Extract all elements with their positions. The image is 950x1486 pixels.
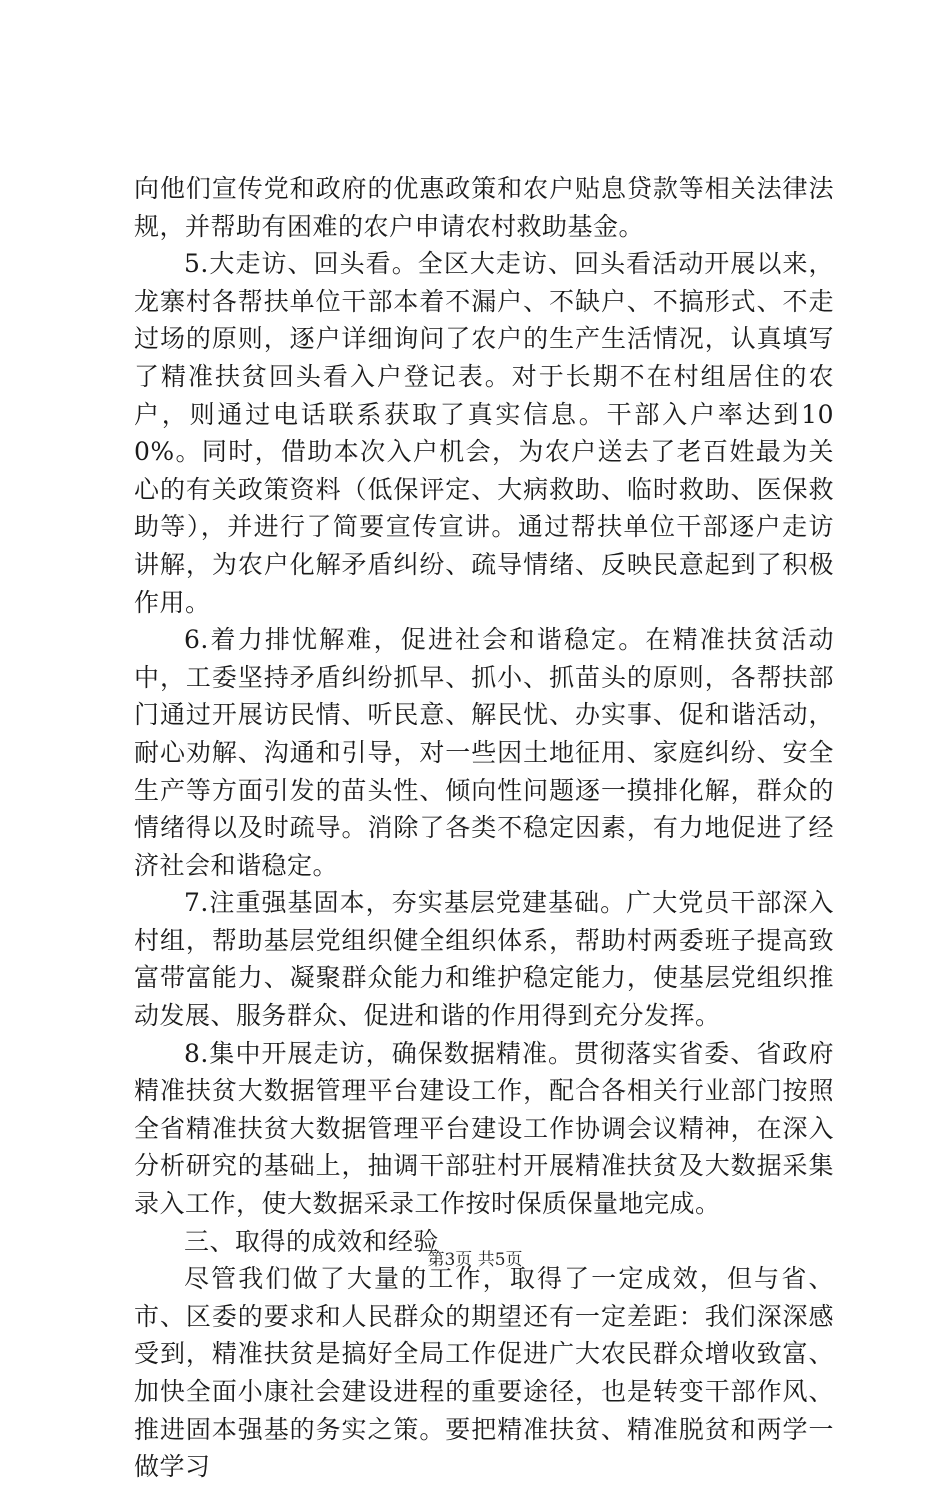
document-body [134,170,834,1486]
paragraph-continuation: 向他们宣传党和政府的优惠政策和农户贴息贷款等相关法律法规，并帮助有困难的农户申请农村救助基金。 [134,174,834,241]
paragraph-item-7: 7.注重强基固本，夯实基层党建基础。广大党员干部深入村组，帮助基层党组织健全组织体系，帮助村两委班子提高致富带富能力、凝聚群众能力和维护稳定能力，使基层党组织推动发展、服务群众、促进和谐的作用得到充分发挥。 [134,888,834,1031]
paragraph-item-8: 8.集中开展走访，确保数据精准。贯彻落实省委、省政府精准扶贫大数据管理平台建设工作，配合各相关行业部门按照全省精准扶贫大数据管理平台建设工作协调会议精神，在深入分析研究的基础上，抽调干部驻村开展精准扶贫及大数据采集录入工作，使大数据采录工作按时保质保量地完成。 [134,1038,834,1219]
section-heading: 三、取得的成效和经验 [184,1226,440,1256]
page-number-footer: 第3页 共5页 [427,1250,523,1270]
paragraph-item-5: 5.大走访、回头看。全区大走访、回头看活动开展以来，龙寨村各帮扶单位干部本着不漏户、不缺户、不搞形式、不走过场的原则，逐户详细询问了农户的生产生活情况，认真填写了精准扶贫回头看入户登记表。对于长期不在村组居住的农户，则通过电话联系获取了真实信息。干部入户率达到100%。同时，借助本次入户机会，为农户送去了老百姓最为关心的有关政策资料（低保评定、大病救助、临时救助、医保救助等），并进行了简要宣传宣讲。通过帮扶单位干部逐户走访讲解，为农户化解矛盾纠纷、疏导情绪、反映民意起到了积极作用。 [134,249,834,617]
paragraph-item-6: 6.着力排忧解难，促进社会和谐稳定。在精准扶贫活动中，工委坚持矛盾纠纷抓早、抓小、抓苗头的原则，各帮扶部门通过开展访民情、听民意、解民忧、办实事、促和谐活动，耐心劝解、沟通和引导，对一些因土地征用、家庭纠纷、安全生产等方面引发的苗头性、倾向性问题逐一摸排化解，群众的情绪得以及时疏导。消除了各类不稳定因素，有力地促进了经济社会和谐稳定。 [134,625,834,880]
paragraph-summary: 尽管我们做了大量的工作，取得了一定成效，但与省、市、区委的要求和人民群众的期望还有一定差距：我们深深感受到，精准扶贫是搞好全局工作促进广大农民群众增收致富、加快全面小康社会建设进程的重要途径，也是转变干部作风、推进固本强基的务实之策。要把精准扶贫、精准脱贫和两学一做学习 [134,1264,834,1482]
